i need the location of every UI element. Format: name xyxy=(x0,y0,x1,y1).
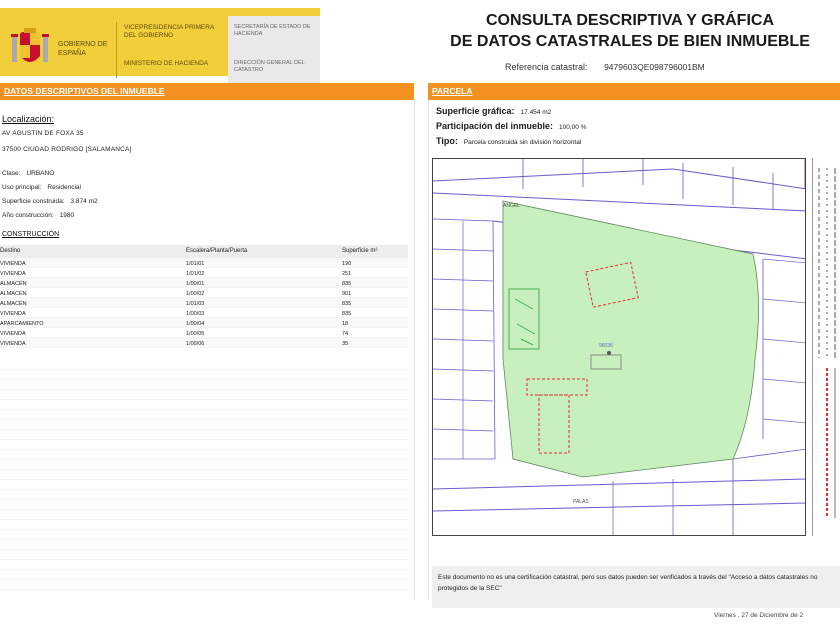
cell-superficie: 835 xyxy=(342,311,352,317)
vice-presidency-label: VICEPRESIDENCIA PRIMERA DEL GOBIERNO xyxy=(124,24,214,39)
header-superficie: Superficie m² xyxy=(342,248,378,254)
class-label: Clase: xyxy=(2,170,21,177)
built-area-value: 3.874 m2 xyxy=(70,198,98,205)
surface-label: Superficie gráfica: xyxy=(436,106,515,116)
empty-table-area xyxy=(0,360,408,596)
table-header xyxy=(0,245,408,258)
scale-legend-icon xyxy=(813,158,840,536)
cell-escalera: 1/00/01 xyxy=(186,281,205,287)
participation-row xyxy=(436,121,587,131)
cell-escalera: 1/00/05 xyxy=(186,331,205,337)
construction-label: CONSTRUCCIÓN xyxy=(2,231,60,238)
reference-value: 9479603QE098796001BM xyxy=(604,62,705,72)
built-area-label: Superficie construida: xyxy=(2,198,65,205)
title-line-2: DE DATOS CATASTRALES DE BIEN INMUEBLE xyxy=(450,33,810,50)
location-label: Localización: xyxy=(2,114,55,124)
address-line-1: AV AGUSTIN DE FOXA 35 xyxy=(2,130,84,137)
cell-superficie: 74 xyxy=(342,331,349,337)
address-line-2: 37500 CIUDAD RODRIGO [SALAMANCA] xyxy=(2,146,132,153)
cell-superficie: 835 xyxy=(342,281,352,287)
cell-escalera: 1/00/04 xyxy=(186,321,205,327)
table-row xyxy=(0,278,408,288)
left-panel-border xyxy=(414,100,415,600)
cell-superficie: 251 xyxy=(342,271,352,277)
table-row xyxy=(0,308,408,318)
cell-escalera: 1/00/06 xyxy=(186,341,205,347)
disclaimer-note: Este documento no es una certificación catastral, pero sus datos pueden ser verificados a través del "Acceso a datos catastrales no protegidos de la SEC" xyxy=(432,566,840,608)
right-panel-border xyxy=(428,100,429,600)
cell-superficie: 835 xyxy=(342,301,352,307)
type-value: Parcela construida sin división horizontal xyxy=(463,139,582,146)
type-row xyxy=(436,136,581,146)
reference-label: Referencia catastral: xyxy=(505,62,588,72)
parcel-number: 96036 xyxy=(599,343,613,349)
cell-destino: ALMACÉN xyxy=(0,301,27,307)
year-row xyxy=(2,212,74,219)
cell-destino: VIVIENDA xyxy=(0,341,26,347)
use-row xyxy=(2,184,81,191)
cell-escalera: 1/01/01 xyxy=(186,261,205,267)
cell-destino: VIVIENDA xyxy=(0,261,26,267)
cell-superficie: 18 xyxy=(342,321,349,327)
built-area-row xyxy=(2,198,98,205)
cell-superficie: 35 xyxy=(342,341,349,347)
surface-value: 17.454 m2 xyxy=(520,109,552,116)
table-row xyxy=(0,268,408,278)
class-row xyxy=(2,170,54,177)
directorate-label: DIRECCIÓN GENERAL DEL CATASTRO xyxy=(234,60,305,73)
parcel-map-svg xyxy=(433,159,806,536)
cell-escalera: 1/01/03 xyxy=(186,301,205,307)
document-date: Viernes , 27 de Diciembre de 2 xyxy=(714,612,804,619)
cell-destino: APARCAMIENTO xyxy=(0,321,44,327)
table-row xyxy=(0,288,408,298)
cell-escalera: 1/00/02 xyxy=(186,291,205,297)
coat-of-arms-icon xyxy=(8,26,52,70)
use-value: Residencial xyxy=(47,184,81,191)
cell-escalera: 1/00/03 xyxy=(186,311,205,317)
map-legend-strip xyxy=(812,158,840,536)
cell-superficie: 901 xyxy=(342,291,352,297)
table-row xyxy=(0,328,408,338)
cell-destino: ALMACÉN xyxy=(0,291,27,297)
street-label-top: ANGEL xyxy=(503,203,520,209)
class-value: URBANO xyxy=(26,170,55,177)
cell-destino: VIVIENDA xyxy=(0,271,26,277)
surface-row xyxy=(436,106,551,116)
government-name: GOBIERNO DE ESPAÑA xyxy=(58,41,108,57)
header-divider xyxy=(116,22,117,78)
use-label: Uso principal: xyxy=(2,184,42,191)
secretariat-label: SECRETARÍA DE ESTADO DE HACIENDA xyxy=(234,24,311,37)
cell-superficie: 190 xyxy=(342,261,352,267)
year-label: Año construcción: xyxy=(2,212,54,219)
table-row xyxy=(0,318,408,328)
title-line-1: CONSULTA DESCRIPTIVA Y GRÁFICA xyxy=(485,12,774,29)
document-title xyxy=(420,10,840,52)
table-body xyxy=(0,258,408,348)
table-row xyxy=(0,298,408,308)
year-value: 1980 xyxy=(59,212,75,219)
street-label-bottom: PALAS xyxy=(573,499,589,505)
cadastral-reference xyxy=(505,62,705,72)
type-label: Tipo: xyxy=(436,136,458,146)
construction-table xyxy=(0,245,408,348)
parcel-header: PARCELA xyxy=(428,83,840,100)
table-row xyxy=(0,338,408,348)
descriptive-data-header: DATOS DESCRIPTIVOS DEL INMUEBLE xyxy=(0,83,414,100)
cell-destino: VIVIENDA xyxy=(0,311,26,317)
cell-escalera: 1/01/02 xyxy=(186,271,205,277)
ministry-label: MINISTERIO DE HACIENDA xyxy=(124,60,209,67)
cell-destino: VIVIENDA xyxy=(0,331,26,337)
parcel-map[interactable] xyxy=(432,158,806,536)
table-row xyxy=(0,258,408,268)
cell-destino: ALMACÉN xyxy=(0,281,27,287)
participation-value: 100,00 % xyxy=(559,124,587,131)
header-escalera: Escalera/Planta/Puerta xyxy=(186,248,248,254)
government-header xyxy=(0,8,320,76)
participation-label: Participación del inmueble: xyxy=(436,121,554,131)
header-destino: Destino xyxy=(0,248,21,254)
